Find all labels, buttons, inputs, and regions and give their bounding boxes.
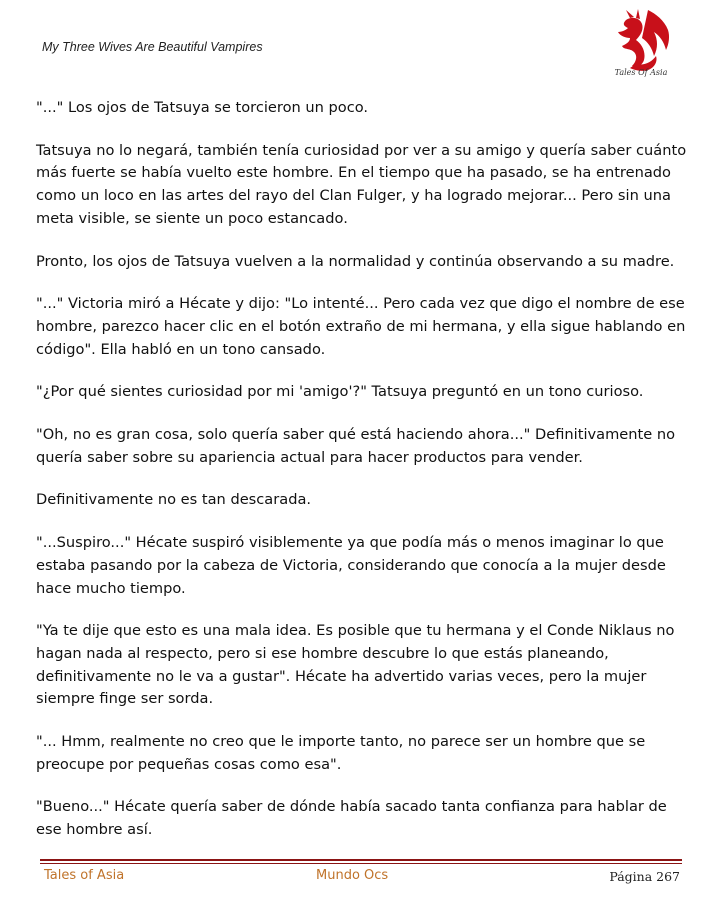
footer-section-name: Mundo Ocs bbox=[316, 868, 389, 883]
footer-rule bbox=[40, 859, 682, 861]
page-header-title: My Three Wives Are Beautiful Vampires bbox=[42, 40, 263, 54]
footer-rule-thin bbox=[40, 863, 682, 864]
paragraph: "Oh, no es gran cosa, solo quería saber qué está haciendo ahora..." Definitivamente no quería saber sobre su apariencia actual para hacer productos para vender. bbox=[36, 426, 676, 466]
paragraph: "Ya te dije que esto es una mala idea. Es posible que tu hermana y el Conde Niklaus no hagan nada al respecto, pero si ese hombre descubre lo que estás planeando, definitivamente no le va a gustar". Hécate ha advertido varias veces, pero la mujer siempre finge ser sorda. bbox=[36, 622, 675, 708]
paragraph: "Bueno..." Hécate quería saber de dónde había sacado tanta confianza para hablar de ese hombre así. bbox=[36, 798, 667, 839]
page-number: Página 267 bbox=[609, 869, 680, 884]
paragraph: Tatsuya no lo negará, también tenía curiosidad por ver a su amigo y quería saber cuánto más fuerte se había vuelto este hombre. En el tiempo que ha pasado, se ha entrenado como un loco en las artes del rayo del Clan Fulger, y ha logrado mejorar... Pero sin una meta visible, se siente un poco estancado. bbox=[36, 141, 687, 227]
paragraph: Definitivamente no es tan descarada. bbox=[36, 491, 312, 509]
footer-site-name: Tales of Asia bbox=[44, 868, 125, 883]
paragraph: "¿Por qué sientes curiosidad por mi 'amigo'?" Tatsuya preguntó en un tono curioso. bbox=[36, 383, 644, 401]
paragraph: "..." Victoria miró a Hécate y dijo: "Lo intenté... Pero cada vez que digo el nombre de ese hombre, parezco hacer clic en el botón extraño de mi hermana, y ella sigue hablando en código". Ella habló en un tono cansado. bbox=[36, 295, 686, 358]
paragraph: "...Suspiro..." Hécate suspiró visiblemente ya que podía más o menos imaginar lo que estaba pasando por la cabeza de Victoria, considerando que conocía a la mujer desde hace mucho tiempo. bbox=[36, 534, 666, 597]
page-body bbox=[36, 97, 688, 862]
paragraph: "... Hmm, realmente no creo que le importe tanto, no parece ser un hombre que se preocupe por pequeñas cosas como esa". bbox=[36, 733, 646, 773]
paragraph: Pronto, los ojos de Tatsuya vuelven a la normalidad y continúa observando a su madre. bbox=[36, 252, 675, 270]
logo-text: Tales Of Asia bbox=[614, 68, 668, 77]
paragraph: "..." Los ojos de Tatsuya se torcieron un poco. bbox=[36, 99, 369, 116]
